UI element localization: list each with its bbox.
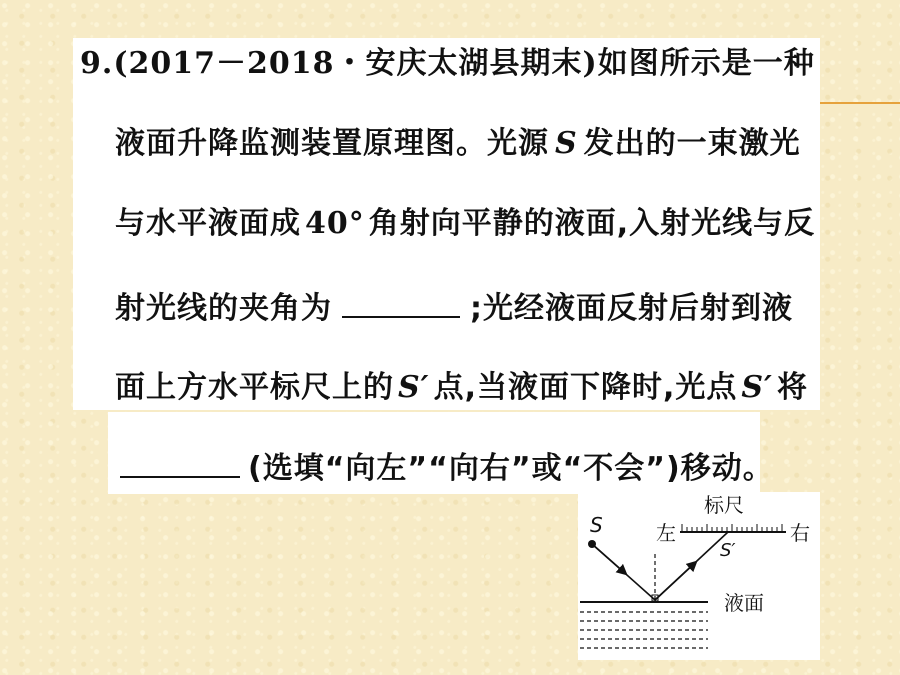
answer-blank-2[interactable] [120,446,240,478]
incident-ray-arrow [592,544,626,574]
figure-label-s: S [590,513,603,537]
angle-value: 40° [305,206,365,241]
question-line-4: 射光线的夹角为 ;光经液面反射后射到液 [115,286,793,326]
decorative-orange-line [820,102,900,104]
symbol-s-prime-2: S′ [741,370,773,405]
figure-label-left: 左 [656,521,676,545]
answer-blank-1[interactable] [342,286,460,318]
question-line-5: 面上方水平标尺上的 S′ 点,当液面下降时,光点 S′ 将 [115,370,808,405]
symbol-s: S [555,126,578,161]
question-line-1 [80,44,815,84]
question-source: (2017－2018・安庆太湖县期末) [113,46,598,81]
figure-label-liquid: 液面 [724,591,764,615]
figure-label-s-prime: S′ [720,540,736,561]
principle-diagram [578,492,820,660]
liquid-body [580,612,708,648]
symbol-s-prime: S′ [398,370,430,405]
figure-label-ruler: 标尺 [704,493,744,517]
question-line-6: (选填“向左”“向右”或“不会”)移动。 [120,446,774,486]
question-line-2: 液面升降监测装置原理图。光源 S 发出的一束激光 [115,126,801,161]
question-number: 9. [80,46,114,81]
question-line-3: 与水平液面成 40° 角射向平静的液面,入射光线与反 [115,206,816,241]
figure-label-right: 右 [790,521,810,545]
question-text-1: 如图所示是一种 [597,46,815,81]
ruler-ticks [682,524,782,532]
reflected-ray-arrow [655,562,696,600]
